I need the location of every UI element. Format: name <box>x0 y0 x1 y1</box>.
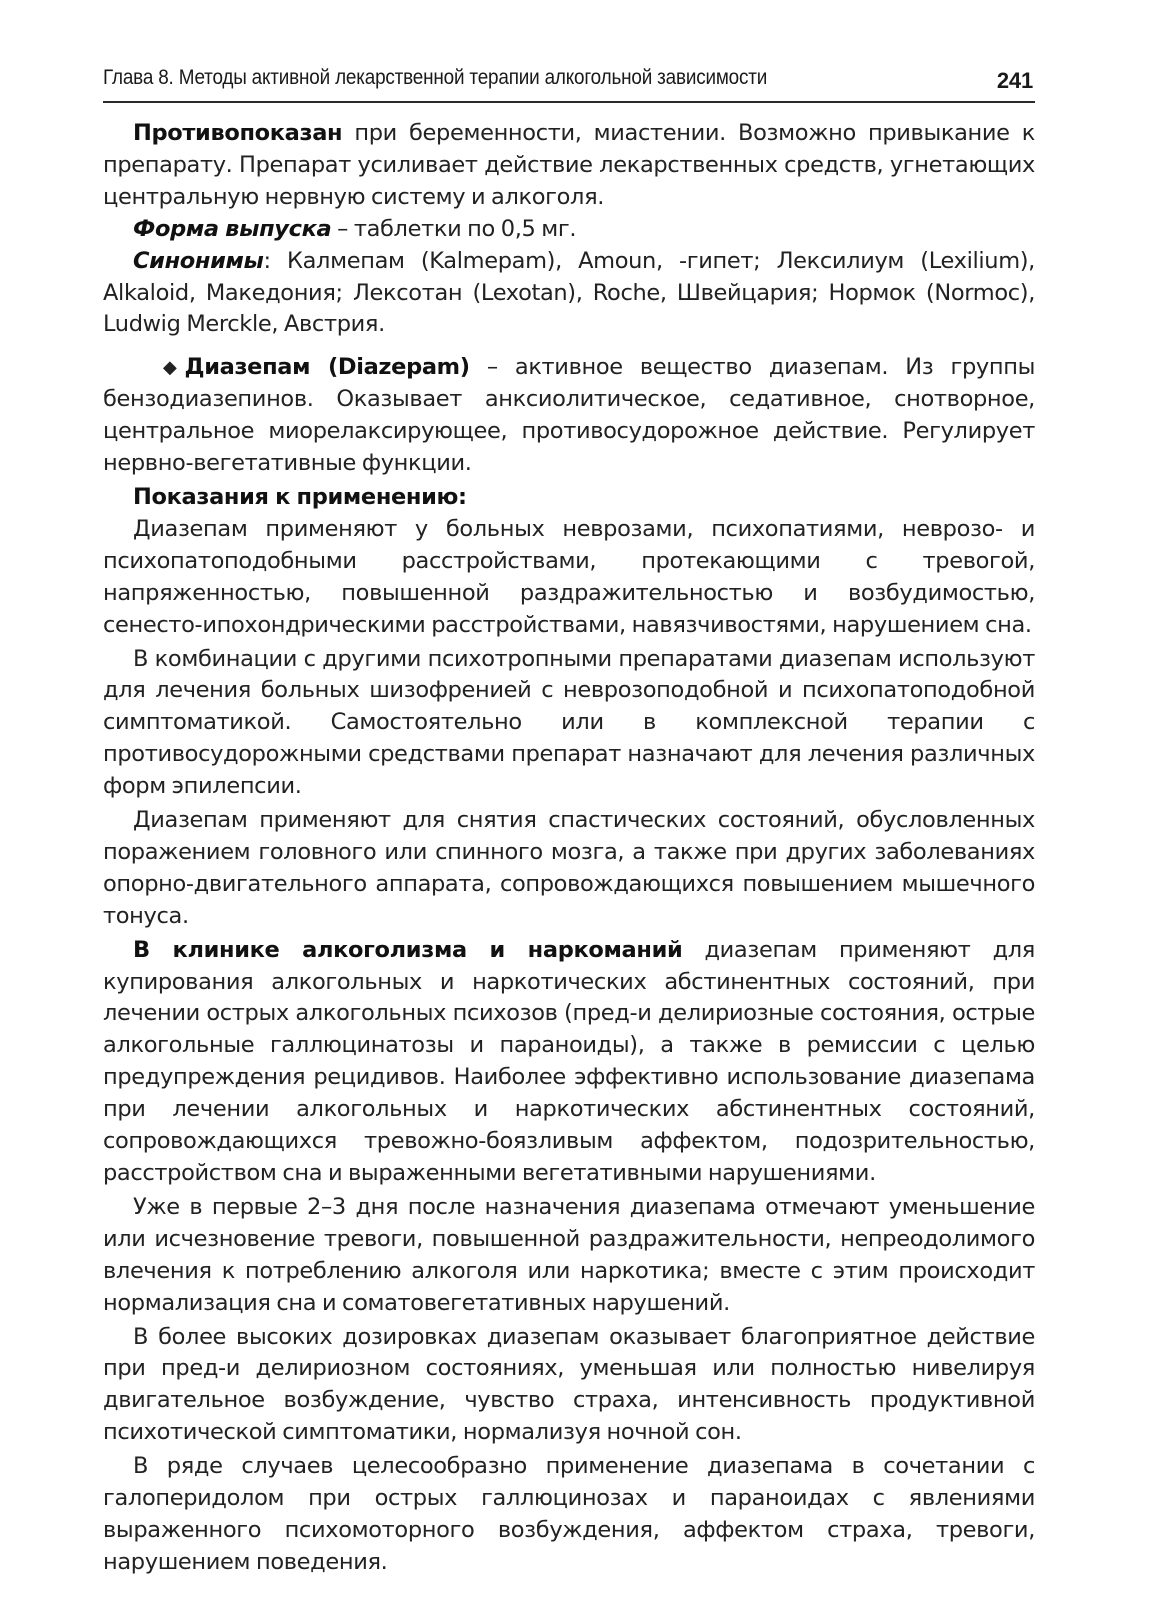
effect-paragraph-2: В более высоких дозировках диазепам оказывает благоприятное действие при пред-и делириозном состояниях, уменьшая или полностью нивелируя двигательное возбуждение, чувство страха, интенсивность продуктивной психотической симптоматики, нормализуя ночной сон. <box>103 1323 1035 1446</box>
page-number: 241 <box>996 68 1033 93</box>
header-rule <box>103 101 1035 103</box>
indications-heading: Показания к применению: <box>133 483 467 510</box>
release-form-label: Форма выпуска <box>133 215 332 242</box>
diazepam-heading: Диазепам (Diazepam) <box>184 354 470 381</box>
indications-heading-paragraph <box>103 482 1035 514</box>
effect-paragraph-3: В ряде случаев целесообразно применение диазепама в сочетании с галоперидолом при острых галлюцинозах и параноидах с явлениями выраженного психомоторного возбуждения, аффектом страха, тревоги, нарушением поведения. <box>103 1453 1035 1575</box>
diazepam-description: – активное вещество диазепам. Из группы бензодиазепинов. Оказывает анксиолитическое, седативное, снотворное, центральное миорелаксирующее, противосудорожное действие. Регулирует нервно-вегетативные функции. <box>103 354 1036 477</box>
release-form-text: – таблетки по 0,5 мг. <box>331 215 577 242</box>
synonyms-paragraph <box>103 246 1035 342</box>
diamond-bullet-icon: ◆ <box>163 357 177 379</box>
synonyms-text: : Калмепам (Kalmepam), Amoun, -гипет; Лексилиум (Lexilium), Alkaloid, Македония; Лексотан (Lexotan), Roche, Швейцария; Нормок (Normoc), Ludwig Merckle, Австрия. <box>103 247 1035 338</box>
page-body <box>103 118 1035 1579</box>
effect-paragraph-1: Уже в первые 2–3 дня после назначения диазепама отмечают уменьшение или исчезновение тревоги, повышенной раздражительности, непреодолимого влечения к потреблению алкоголя или наркотика; вместе с этим происходит нормализация сна и соматовегетативных нарушений. <box>103 1193 1035 1316</box>
contraindications-text: при беременности, миастении. Возможно привыкание к препарату. Препарат усиливает действие лекарственных средств, угнетающих центральную нервную систему и алкоголя. <box>103 120 1035 210</box>
release-form-paragraph <box>103 214 1035 246</box>
alcoholism-text: диазепам применяют для купирования алкогольных и наркотических абстинентных состояний, при лечении острых алкогольных психозов (пред-и делириозные состояния, острые алкогольные галлюцинатозы и параноиды), а также в ремиссии с целью предупреждения рецидивов. Наиболее эффективно использование диазепама при лечении алкогольных и наркотических абстинентных состояний, сопровождающихся тревожно-боязливым аффектом, подозрительностью, расстройством сна и выраженными вегетативными нарушениями. <box>103 936 1035 1186</box>
contraindications-paragraph <box>103 118 1035 214</box>
contraindications-label: Противопоказан <box>133 120 343 146</box>
diazepam-paragraph <box>103 352 1035 480</box>
indications-paragraph-1: Диазепам применяют у больных неврозами, психопатиями, неврозо- и психопатоподобными расстройствами, протекающими с тревогой, напряженностью, повышенной раздражительностью и возбудимостью, сенесто-ипохондрическими расстройствами, навязчивостями, нарушением сна. <box>103 515 1035 638</box>
chapter-title: Глава 8. Методы активной лекарственной терапии алкогольной зависимости <box>103 66 768 89</box>
alcoholism-label: В клинике алкоголизма и наркоманий <box>133 936 683 963</box>
indications-paragraph-3: Диазепам применяют для снятия спастических состояний, обусловленных поражением головного или спинного мозга, а также при других заболеваниях опорно-двигательного аппарата, сопровождающихся повышением мышечного тонуса. <box>103 807 1035 929</box>
running-header <box>103 60 1035 100</box>
synonyms-label: Синонимы <box>133 247 264 274</box>
alcoholism-paragraph <box>103 935 1035 1190</box>
indications-paragraph-2: В комбинации с другими психотропными препаратами диазепам используют для лечения больных шизофренией с неврозоподобной и психопатоподобной симптоматикой. Самостоятельно или в комплексной терапии с противосудорожными средствами препарат назначают для лечения различных форм эпилепсии. <box>103 645 1035 800</box>
